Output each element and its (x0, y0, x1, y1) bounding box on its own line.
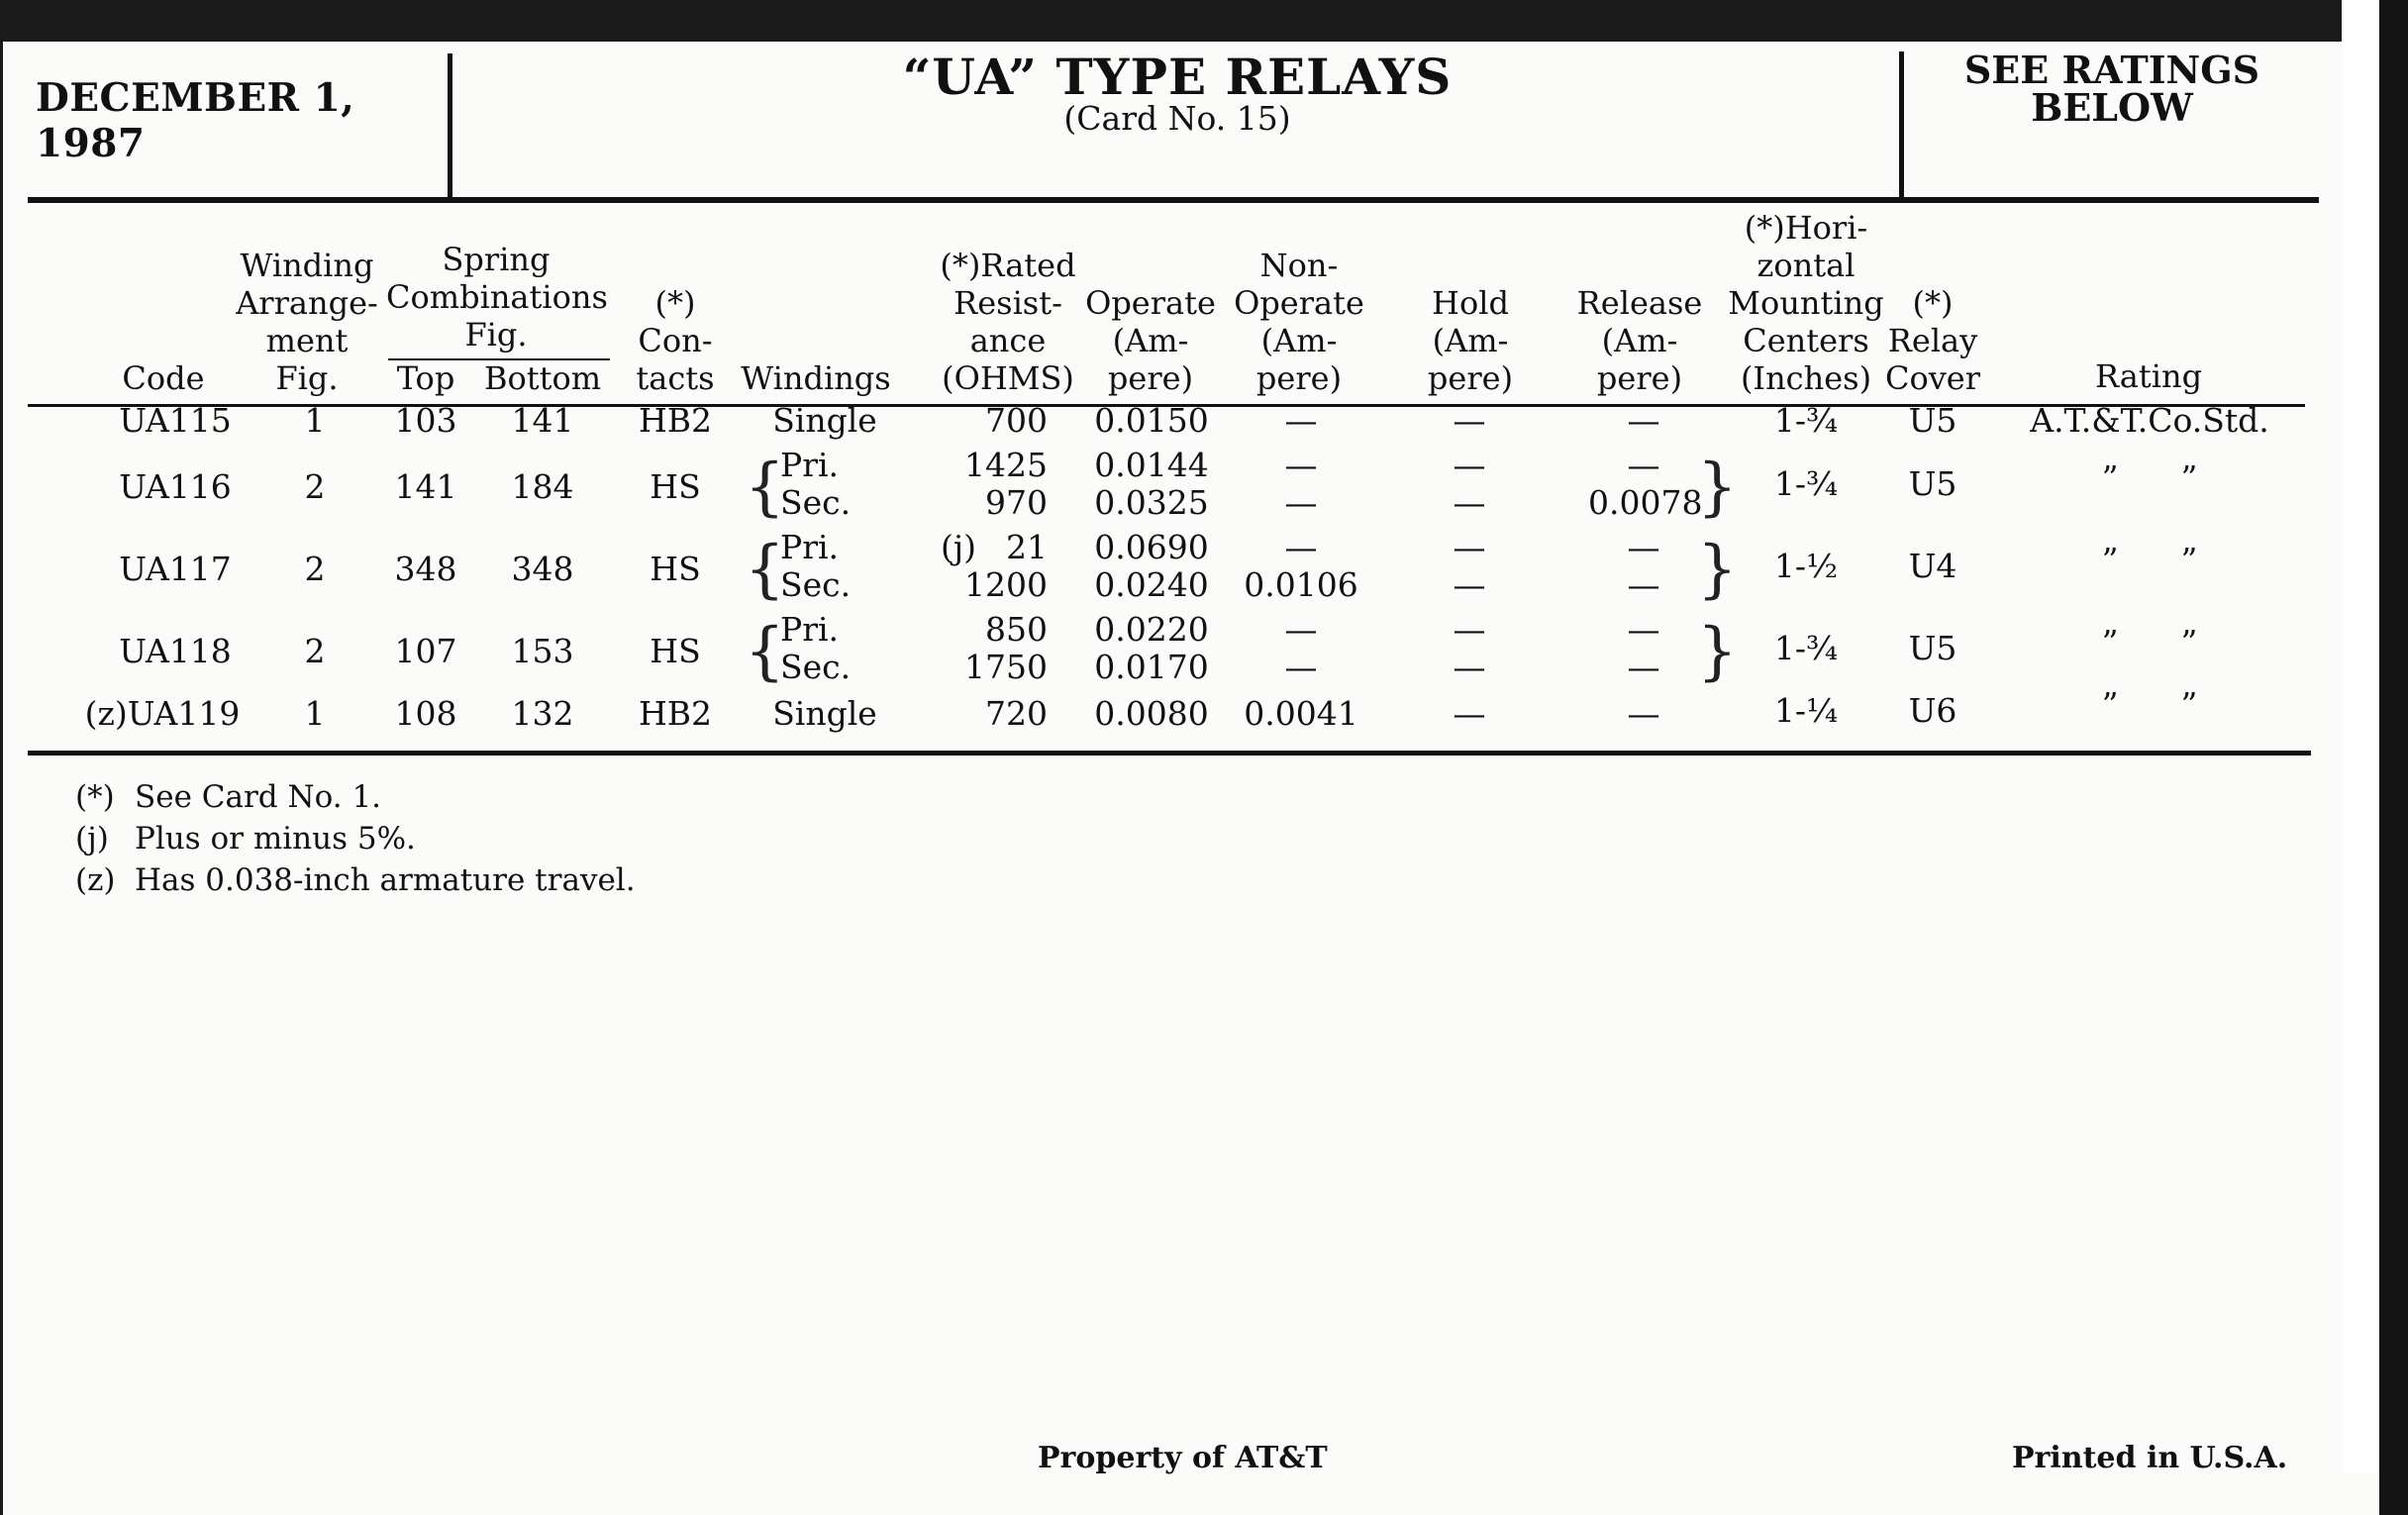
ratings-note (1909, 48, 2315, 130)
brace-right: } (1697, 451, 1738, 524)
row-resistance-sec: 1750 (964, 648, 1048, 686)
row-operate-sec: 0.0170 (1094, 648, 1209, 686)
footer-printed: Printed in U.S.A. (2012, 1441, 2288, 1475)
footnote-mark: (j) (75, 821, 109, 857)
col-header-spring: Spring Combinations Fig. (386, 241, 608, 354)
row-contacts: HS (650, 550, 701, 588)
row-code: UA117 (119, 550, 232, 588)
row-release: — (1627, 401, 1660, 440)
row-operate-pri: 0.0690 (1094, 528, 1209, 566)
row-operate-sec: 0.0325 (1094, 483, 1209, 522)
row-winding-sec: Sec. (780, 565, 852, 604)
row-winding-sec: Sec. (780, 648, 852, 686)
scan-edge (2379, 0, 2408, 1515)
row-hold: — (1453, 401, 1486, 440)
row-release-pri: — (1627, 528, 1660, 566)
card-subtitle: (Card No. 15) (1063, 99, 1291, 138)
row-release-pri: — (1627, 446, 1660, 484)
row-spring-bottom: 184 (511, 467, 574, 506)
row-resistance-sec: 970 (985, 483, 1048, 522)
row-operate-sec: 0.0240 (1094, 565, 1209, 604)
footnote-text: See Card No. 1. (135, 779, 382, 815)
row-cover: U5 (1908, 464, 1957, 503)
brace-right: } (1697, 533, 1738, 606)
row-hold: — (1453, 694, 1486, 733)
header-divider-right (1899, 51, 1904, 200)
row-resistance: 720 (985, 694, 1048, 733)
row-rating: ” ” (2101, 458, 2198, 497)
row-code: UA116 (119, 467, 232, 506)
row-code: (z)UA119 (84, 694, 241, 733)
col-header-code: Code (122, 359, 205, 397)
row-windings: Single (772, 401, 877, 440)
col-header-winding: Winding Arrange- ment Fig. (236, 247, 378, 397)
row-code: UA118 (119, 632, 232, 670)
col-header-top: Top (396, 359, 455, 397)
card-margin (2342, 0, 2379, 1473)
card-date: DECEMBER 1, 1987 (36, 75, 355, 166)
row-rating: ” ” (2101, 541, 2198, 579)
row-winding-pri: Pri. (780, 528, 840, 566)
row-mounting: 1-¾ (1773, 629, 1839, 667)
footnote (75, 820, 416, 858)
row-release-pri: — (1627, 610, 1660, 649)
row-hold-pri: — (1453, 528, 1486, 566)
col-header-windings: Windings (741, 359, 891, 397)
row-spring-top: 103 (394, 401, 457, 440)
row-winding-fig: 2 (304, 632, 326, 670)
col-header-contacts: (*) Con- tacts (636, 284, 715, 397)
col-header-mounting: (*)Hori- zontal Mounting Centers (Inches) (1728, 209, 1884, 397)
ratings-note-line1: SEE RATINGS (1963, 48, 2260, 92)
row-spring-top: 141 (394, 467, 457, 506)
row-mounting: 1-¾ (1773, 401, 1839, 440)
row-contacts: HS (650, 467, 701, 506)
row-cover: U5 (1908, 401, 1957, 440)
col-header-rating: Rating (2094, 357, 2203, 395)
footnote (75, 778, 381, 816)
brace-left: { (745, 451, 785, 524)
row-rating: ” ” (2101, 685, 2198, 724)
row-mounting: 1-½ (1773, 547, 1839, 585)
row-resistance-pri: 850 (985, 610, 1048, 649)
row-spring-bottom: 153 (511, 632, 574, 670)
footnote-text: Plus or minus 5%. (135, 821, 416, 857)
header-rule (28, 197, 2319, 203)
row-release-sec: — (1627, 648, 1660, 686)
row-mounting: 1-¼ (1773, 691, 1839, 730)
footer-property: Property of AT&T (1038, 1441, 1328, 1475)
row-hold-sec: — (1453, 483, 1486, 522)
row-rating: ” ” (2101, 623, 2198, 661)
row-operate-pri: 0.0220 (1094, 610, 1209, 649)
row-operate-pri: 0.0144 (1094, 446, 1209, 484)
row-nonoperate-pri: — (1284, 446, 1318, 484)
row-release: — (1627, 694, 1660, 733)
row-windings: Single (772, 694, 877, 733)
row-contacts: HB2 (638, 694, 713, 733)
col-header-release: Release (Am- pere) (1576, 284, 1703, 397)
footnote-text: Has 0.038-inch armature travel. (135, 862, 636, 898)
ratings-note-line2: BELOW (2031, 85, 2193, 130)
footnote-mark: (z) (75, 862, 116, 898)
row-resistance-pri: 21 (1006, 528, 1048, 566)
col-header-cover: (*) Relay Cover (1884, 284, 1981, 397)
row-operate: 0.0080 (1094, 694, 1209, 733)
row-winding-fig: 2 (304, 550, 326, 588)
row-resistance-sec: 1200 (964, 565, 1048, 604)
row-nonoperate: 0.0041 (1244, 694, 1358, 733)
row-operate: 0.0150 (1094, 401, 1209, 440)
row-hold-pri: — (1453, 610, 1486, 649)
row-nonoperate-pri: — (1284, 528, 1318, 566)
col-header-resistance: (*)Rated Resist- ance (OHMS) (940, 247, 1076, 397)
brace-left: { (745, 615, 785, 688)
row-spring-bottom: 348 (511, 550, 574, 588)
row-spring-top: 108 (394, 694, 457, 733)
row-spring-bottom: 132 (511, 694, 574, 733)
row-resistance-pri: 1425 (964, 446, 1048, 484)
row-resistance-note: (j) (941, 528, 976, 566)
row-cover: U4 (1908, 547, 1957, 585)
row-contacts: HS (650, 632, 701, 670)
row-nonoperate-sec: — (1284, 648, 1318, 686)
row-release-sec: — (1627, 565, 1660, 604)
row-winding-sec: Sec. (780, 483, 852, 522)
header-divider-left (448, 53, 452, 202)
row-winding-pri: Pri. (780, 446, 840, 484)
row-spring-top: 348 (394, 550, 457, 588)
row-spring-top: 107 (394, 632, 457, 670)
row-contacts: HB2 (638, 401, 713, 440)
footnote-mark: (*) (75, 779, 115, 815)
row-code: UA115 (119, 401, 232, 440)
card-title: “UA” TYPE RELAYS (902, 48, 1453, 106)
row-winding-fig: 1 (304, 694, 326, 733)
row-nonoperate-sec: 0.0106 (1244, 565, 1358, 604)
col-header-bottom: Bottom (483, 359, 602, 397)
row-mounting: 1-¾ (1773, 464, 1839, 503)
row-cover: U5 (1908, 629, 1957, 667)
row-hold-sec: — (1453, 648, 1486, 686)
row-spring-bottom: 141 (511, 401, 574, 440)
col-header-nonoperate: Non- Operate (Am- pere) (1234, 247, 1364, 397)
row-winding-pri: Pri. (780, 610, 840, 649)
brace-right: } (1697, 615, 1738, 688)
row-release-sec: 0.0078 (1588, 483, 1703, 522)
row-nonoperate-sec: — (1284, 483, 1318, 522)
col-header-hold: Hold (Am- pere) (1427, 284, 1514, 397)
brace-left: { (745, 533, 785, 606)
row-rating: A.T.&T.Co.Std. (2030, 401, 2269, 440)
col-header-operate: Operate (Am- pere) (1085, 284, 1216, 397)
row-winding-fig: 1 (304, 401, 326, 440)
footnote (75, 861, 636, 899)
row-hold-sec: — (1453, 565, 1486, 604)
row-nonoperate: — (1284, 401, 1318, 440)
row-hold-pri: — (1453, 446, 1486, 484)
row-resistance: 700 (985, 401, 1048, 440)
row-nonoperate-pri: — (1284, 610, 1318, 649)
row-cover: U6 (1908, 691, 1957, 730)
table-bottom-rule (28, 751, 2311, 756)
row-winding-fig: 2 (304, 467, 326, 506)
